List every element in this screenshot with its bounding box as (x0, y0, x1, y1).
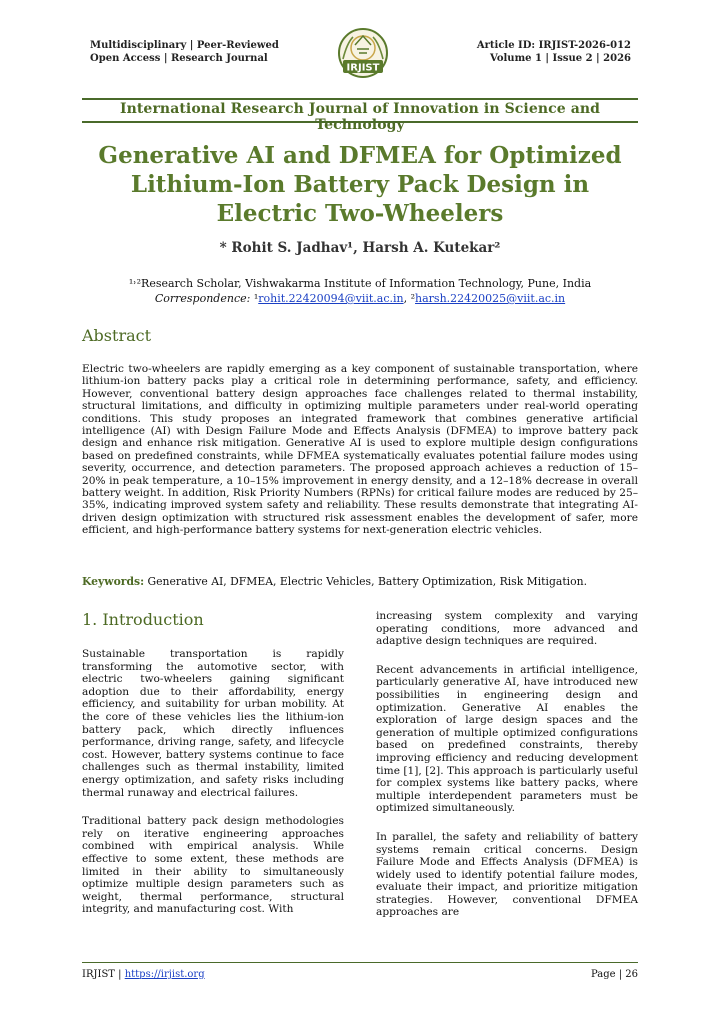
section-heading-introduction: 1. Introduction (82, 610, 204, 629)
header-rule-bottom (82, 121, 638, 123)
correspondence (82, 291, 638, 306)
paragraph: In parallel, the safety and reliability of battery systems remain critical concerns. Design Failure Mode and Effects Analysis (DFMEA) is widely used to identify potential failure modes, evaluate their impact, and prioritize mitigation strategies. However, conventional DFMEA approaches are (376, 830, 638, 919)
abstract-heading: Abstract (82, 326, 152, 345)
affiliation: ¹˒²Research Scholar, Vishwakarma Institute of Information Technology, Pune, India (128, 277, 592, 290)
email2-prefix: ² (410, 292, 416, 305)
email-link-2[interactable]: harsh.22420025@viit.ac.in (415, 292, 566, 305)
footer-rule (82, 962, 638, 963)
email1-prefix: ¹ (253, 292, 259, 305)
paragraph: Recent advancements in artificial intelligence, particularly generative AI, have introduced new possibilities in engineering design and optimization. Generative AI enables the exploration of large design spaces and the generation of multiple optimized configurations based on predefined constraints, thereby improving efficiency and reducing development time [1], [2]. This approach is particularly useful for complex systems like battery packs, where multiple interdependent parameters must be optimized simultaneously. (376, 663, 638, 815)
paper-title: Generative AI and DFMEA for Optimized Lithium-Ion Battery Pack Design in Electric Two-Wheelers (98, 142, 622, 227)
header-rule-top (82, 98, 638, 100)
keywords (82, 575, 638, 588)
abstract-text: Electric two-wheelers are rapidly emerging as a key component of sustainable transportation, where lithium-ion battery packs play a critical role in determining performance, safety, and efficiency. However, conventional battery design approaches face challenges related to thermal instability, structural limitations, and difficulty in optimizing multiple parameters under real-world operating conditions. This study proposes an integrated framework that combines generative artificial intelligence (AI) with Design Failure Mode and Effects Analysis (DFMEA) to improve battery pack design and enhance risk mitigation. Generative AI is used to explore multiple design configurations based on predefined constraints, while DFMEA systematically evaluates potential failure modes using severity, occurrence, and detection parameters. The proposed approach achieves a reduction of 15–20% in peak temperature, a 10–15% improvement in energy density, and a 12–18% decrease in overall battery weight. In addition, Risk Priority Numbers (RPNs) for critical failure modes are reduced by 25–35%, indicating improved system safety and reliability. These results demonstrate that integrating AI-driven design optimization with structured risk assessment enables the development of safer, more efficient, and high-performance battery systems for next-generation electric vehicles. (82, 363, 638, 537)
affiliation-block (82, 276, 638, 306)
volume-issue: Volume 1 | Issue 2 | 2026 (489, 53, 631, 64)
descriptor-line-1: Multidisciplinary | Peer-Reviewed (90, 40, 279, 51)
descriptor-line-2: Open Access | Research Journal (90, 53, 268, 64)
keywords-label: Keywords: (82, 575, 145, 588)
email-separator: , (403, 292, 411, 305)
logo-text: IRJIST (346, 62, 380, 74)
right-column (376, 610, 638, 935)
paragraph: increasing system complexity and varying operating conditions, more advanced and adaptive design techniques are required. (376, 610, 638, 648)
keywords-text: Generative AI, DFMEA, Electric Vehicles, Battery Optimization, Risk Mitigation. (144, 575, 588, 588)
footer-link[interactable]: https://irjist.org (124, 969, 205, 980)
footer-left (82, 969, 205, 980)
journal-logo (333, 27, 393, 85)
email-link-1[interactable]: rohit.22420094@viit.ac.in (258, 292, 404, 305)
left-column (82, 648, 344, 932)
authors: * Rohit S. Jadhav¹, Harsh A. Kutekar² (219, 240, 501, 256)
paragraph: Traditional battery pack design methodologies rely on iterative engineering approaches combined with empirical analysis. While effective to some extent, these methods are limited in their ability to simultaneously optimize multiple design parameters such as weight, thermal performance, structural integrity, and manufacturing cost. With (82, 815, 344, 916)
page-number: Page | 26 (590, 969, 638, 980)
journal-descriptor (90, 39, 279, 65)
article-id: Article ID: IRJIST-2026-012 (476, 40, 631, 51)
journal-name: International Research Journal of Innovation in Science and Technology (119, 101, 601, 133)
correspondence-label: Correspondence: (154, 292, 254, 305)
article-meta (477, 39, 631, 65)
footer-journal: IRJIST | (82, 969, 125, 980)
paragraph: Sustainable transportation is rapidly transforming the automotive sector, with electric two-wheelers gaining significant adoption due to their affordability, energy efficiency, and suitability for urban mobility. At the core of these vehicles lies the lithium-ion battery pack, which directly influences performance, driving range, safety, and lifecycle cost. However, battery systems continue to face challenges such as thermal instability, limited energy optimization, and safety risks including thermal runaway and electrical failures. (82, 648, 344, 799)
